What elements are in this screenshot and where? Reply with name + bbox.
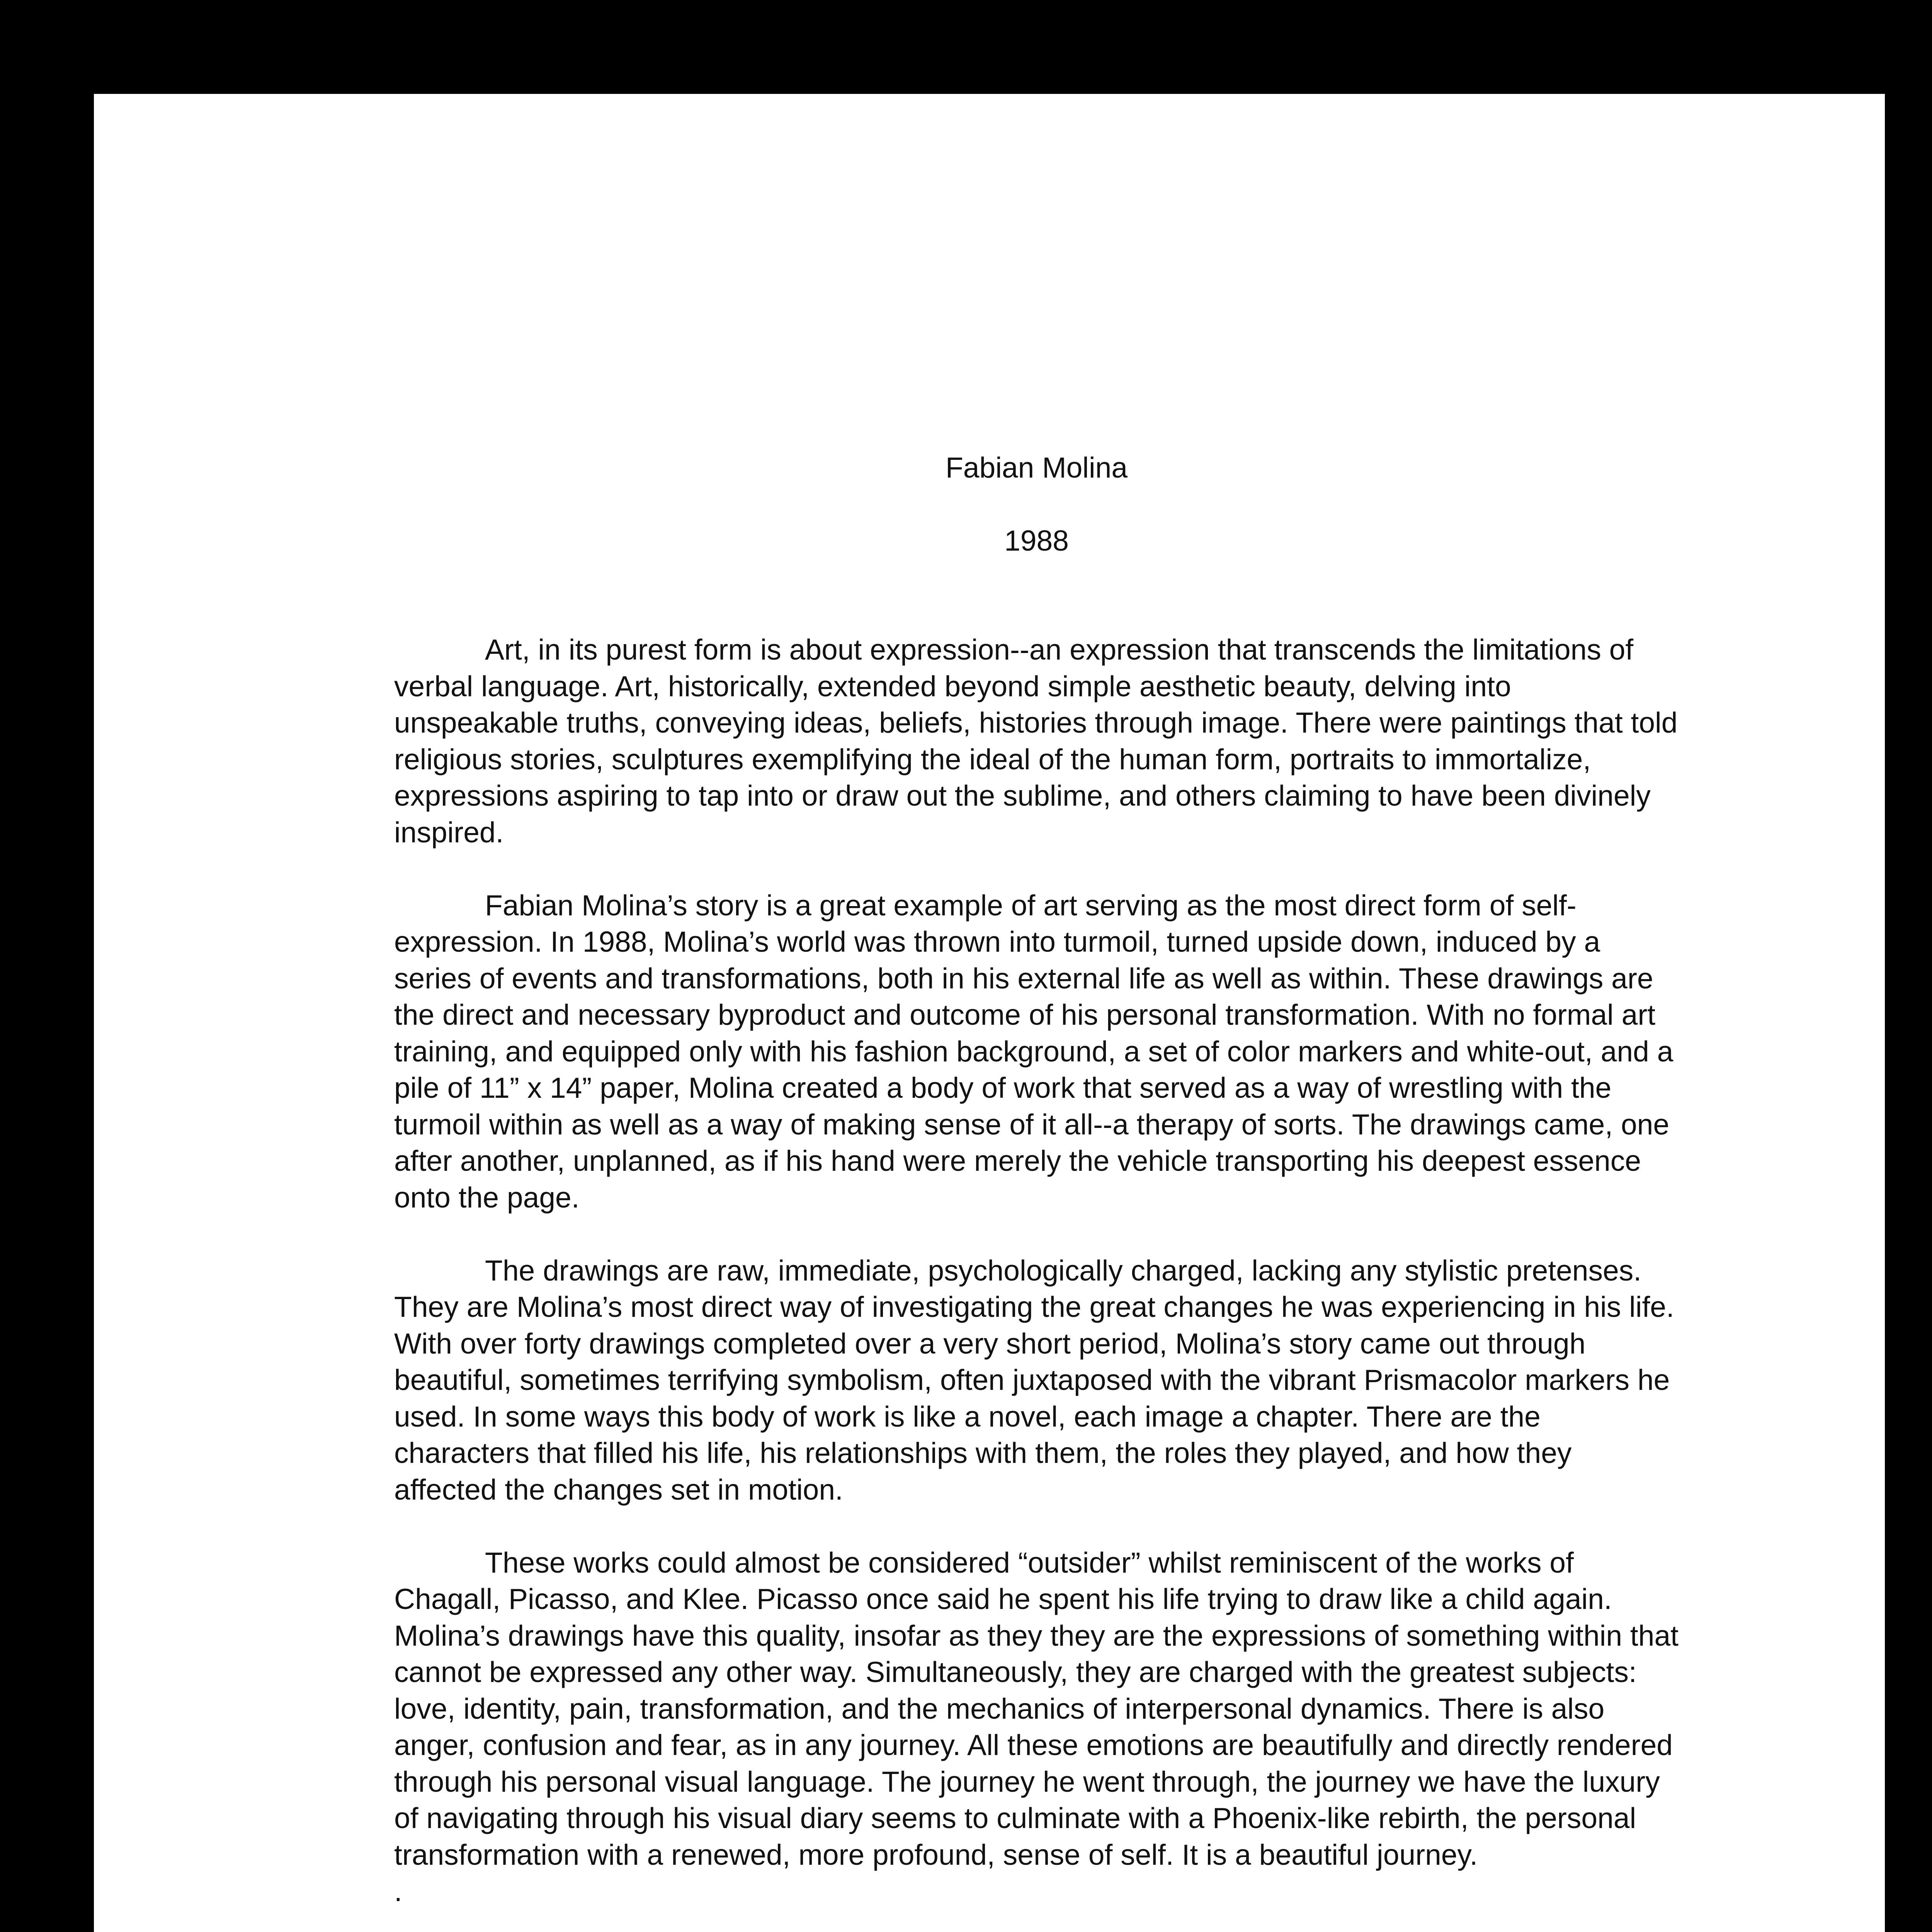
paragraph-1: Art, in its purest form is about expression--an expression that transcends the limitations of verbal language. Art, historically, extended beyond simple aesthetic beauty, delving into unspeakable truths, conveying ideas, beliefs, histories through image. There were paintings that told religious stories, sculptures exemplifying the ideal of the human form, portraits to immortalize, expressions aspiring to tap into or draw out the sublime, and others claiming to have been divinely inspired. xyxy=(394,633,1678,849)
paragraph-2: Fabian Molina’s story is a great example of art serving as the most direct form of self-expression. In 1988, Molina’s world was thrown into turmoil, turned upside down, induced by a series of events and transformations, both in his external life as well as within. These drawings are the direct and necessary byproduct and outcome of his personal transformation. With no formal art training, and equipped only with his fashion background, a set of color markers and white-out, and a pile of 11” x 14” paper, Molina created a body of work that served as a way of wrestling with the turmoil within as well as a way of making sense of it all--a therapy of sorts. The drawings came, one after another, unplanned, as if his hand were merely the vehicle transporting his deepest essence onto the page. xyxy=(394,889,1673,1214)
author-heading: Fabian Molina xyxy=(945,451,1128,484)
paragraph-4: These works could almost be considered “outsider” whilst reminiscent of the works of Chagall, Picasso, and Klee. Picasso once said he spent his life trying to draw like a child again. Molina’s drawings have this quality, insofar as they they are the expressions of something within that cannot be expressed any other way. Simultaneously, they are charged with the greatest subjects: love, identity, pain, transformation, and the mechanics of interpersonal dynamics. There is also anger, confusion and fear, as in any journey. All these emotions are beautifully and directly rendered through his personal visual language. The journey he went through, the journey we have the luxury of navigating through his visual diary seems to culminate with a Phoenix-like rebirth, the personal transformation with a renewed, more profound, sense of self. It is a beautiful journey. xyxy=(394,1546,1679,1871)
document-page xyxy=(94,94,1885,1932)
trailing-mark: . xyxy=(394,1875,402,1907)
year-heading: 1988 xyxy=(1004,524,1069,557)
foreword-text-block xyxy=(394,449,1679,1910)
paragraph-3: The drawings are raw, immediate, psychologically charged, lacking any stylistic pretenses. They are Molina’s most direct way of investigating the great changes he was experiencing in his life. With over forty drawings completed over a very short period, Molina’s story came out through beautiful, sometimes terrifying symbolism, often juxtaposed with the vibrant Prismacolor markers he used. In some ways this body of work is like a novel, each image a chapter. There are the characters that filled his life, his relationships with them, the roles they played, and how they affected the changes set in motion. xyxy=(394,1254,1674,1506)
